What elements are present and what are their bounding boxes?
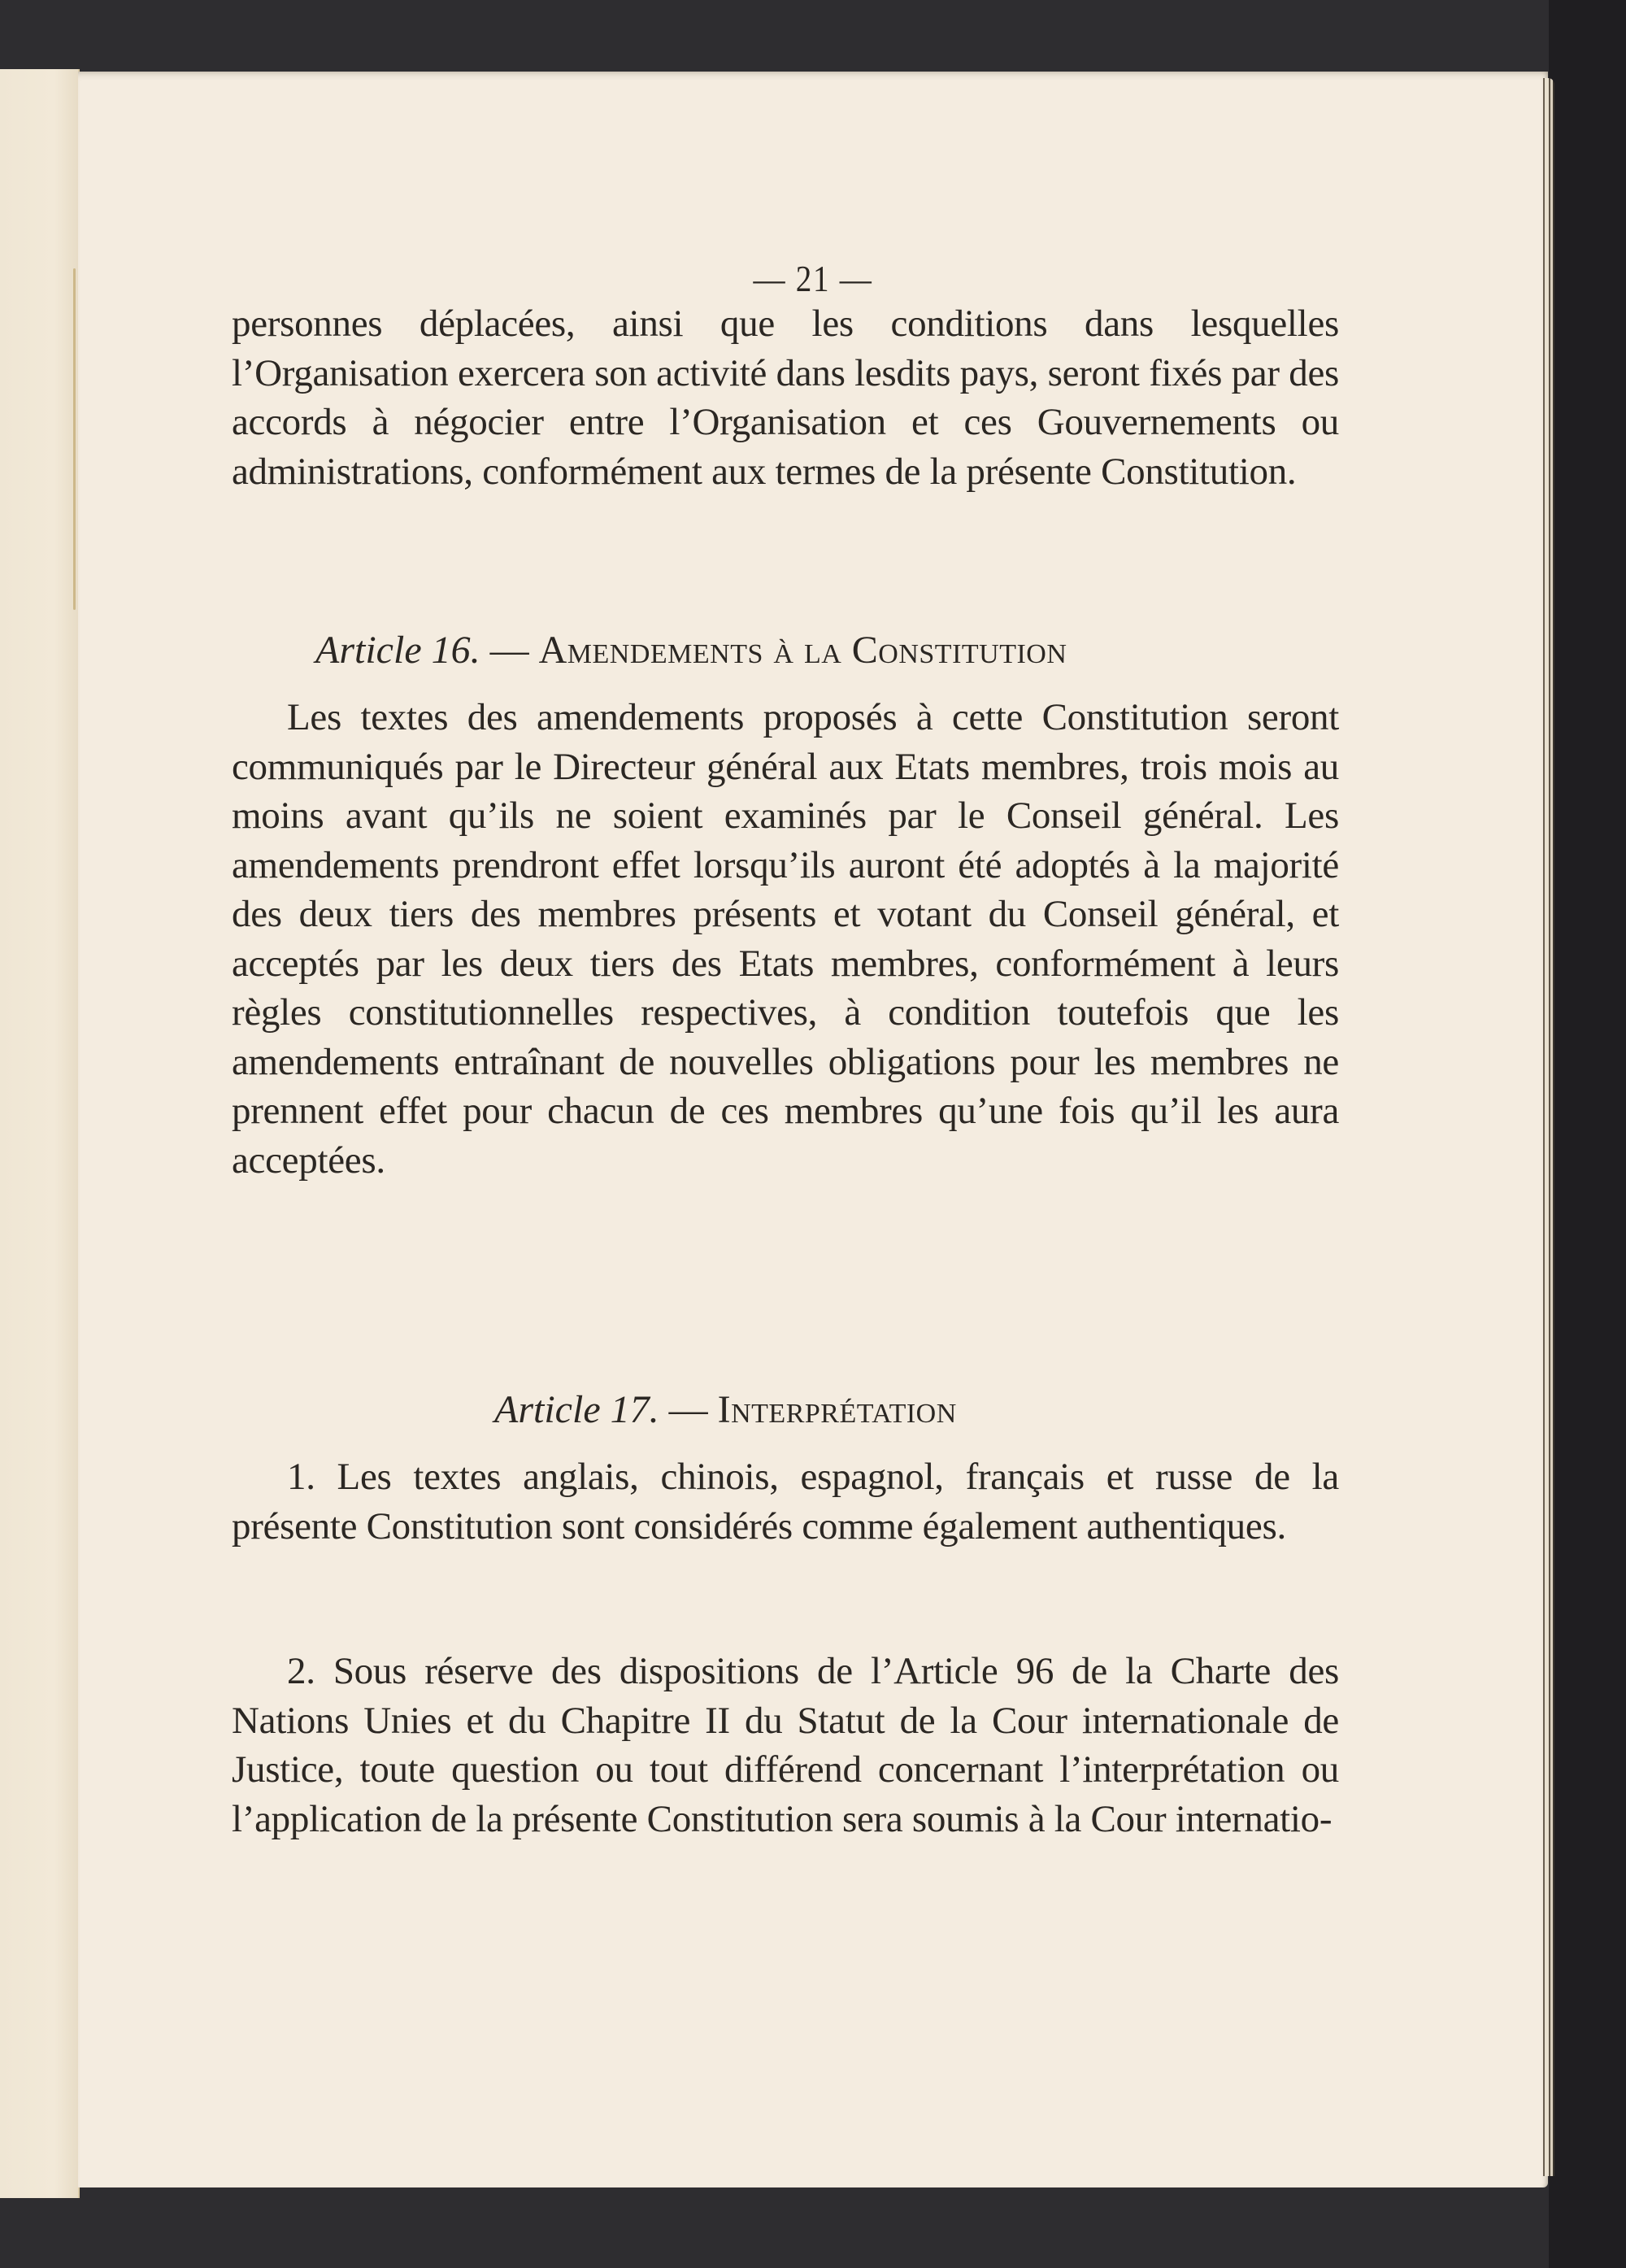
article-title: Amendements à la Constitution: [538, 629, 1067, 672]
page-edge-stack: [1543, 78, 1554, 2176]
article-16-body: [232, 693, 1339, 1185]
article-label: Article 16.: [315, 629, 480, 672]
intro-paragraph: [232, 299, 1339, 496]
article-title: Interprétation: [717, 1388, 957, 1431]
article-16-heading: [315, 628, 1067, 673]
paragraph-text: 2. Sous réserve des dispositions de l’Article 96 de la Charte des Nations Unies et du Chapitre II du Statut de la Cour internationale de Justice, toute question ou tout différend concernant l’interprétation ou l’application de la présente Constitution sera soumis à la Cour internatio-: [232, 1650, 1339, 1840]
paragraph-text: Les textes des amendements proposés à cette Constitution seront communiqués par le Directeur général aux Etats membres, trois mois au moins avant qu’ils ne soient examinés par le Conseil général. Les amendements prendront effet lorsqu’ils auront été adoptés à la majorité des deux tiers des membres présents et votant du Conseil général, et acceptés par les deux tiers des Etats membres, conformément à leurs règles constitutionnelles respectives, à condition toutefois que les amendements entraînant de nouvelles obligations pour les membres ne prennent effet pour chacun de ces membres qu’une fois qu’il les aura acceptées.: [232, 696, 1339, 1182]
article-17-heading: [494, 1387, 957, 1432]
paragraph-text: personnes déplacées, ainsi que les conditions dans lesquelles l’Organisation exercera son activité dans lesdits pays, seront fixés par des accords à négocier entre l’Organisation et ces Gouvernements ou administrations, conformément aux termes de la présente Constitution.: [232, 303, 1339, 493]
article-label: Article 17.: [494, 1388, 659, 1431]
article-17-paragraph-1: [232, 1452, 1339, 1551]
scanner-background: [1549, 0, 1626, 2268]
page-number: — 21 —: [753, 258, 873, 299]
heading-dash: —: [659, 1388, 718, 1431]
paragraph-text: 1. Les textes anglais, chinois, espagnol, français et russe de la présente Constitution sont considérés comme également authentiques.: [232, 1456, 1339, 1548]
previous-page-edge: [0, 69, 80, 2198]
article-17-paragraph-2: [232, 1647, 1339, 1844]
binding-spine: [73, 268, 76, 610]
heading-dash: —: [480, 629, 539, 672]
